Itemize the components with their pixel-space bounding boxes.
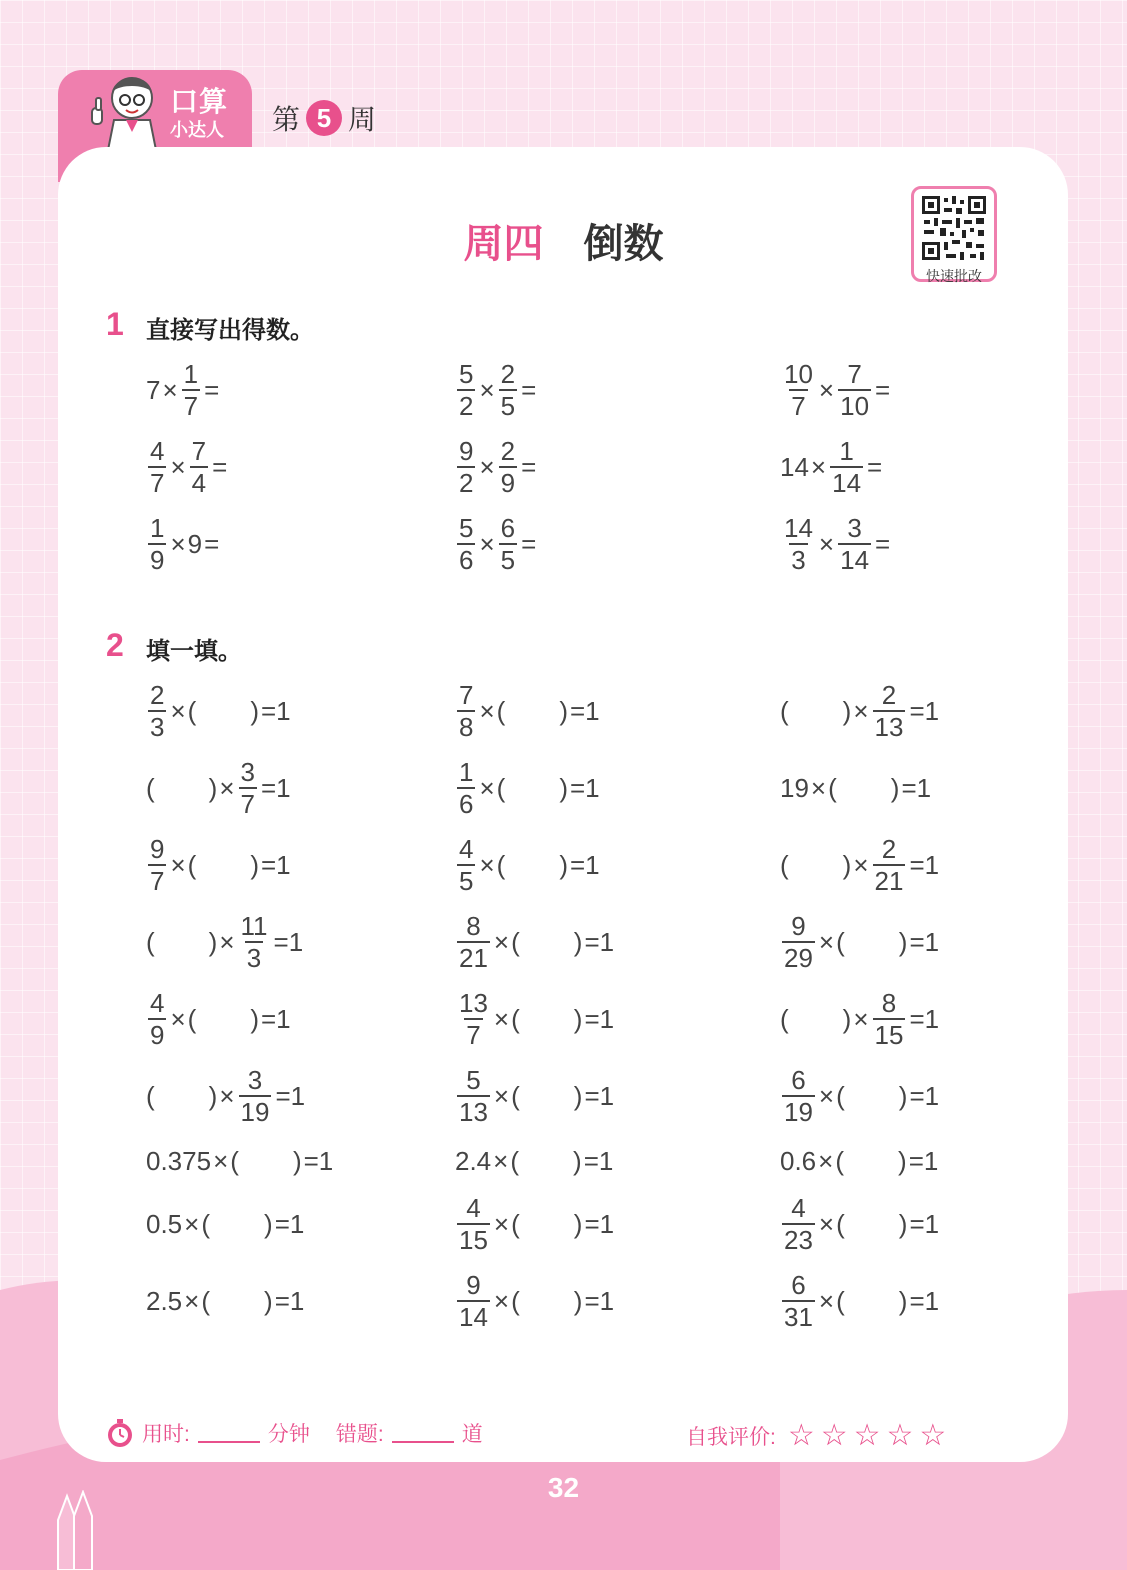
- fraction: [499, 361, 517, 419]
- title-day: 周四: [463, 222, 544, 266]
- operator: ×: [170, 451, 186, 482]
- denominator: 10: [840, 391, 870, 421]
- answer-blank[interactable]: ( ): [146, 1080, 218, 1111]
- operator: ×: [170, 849, 186, 880]
- rating-stars[interactable]: ☆☆☆☆☆: [787, 1419, 953, 1452]
- operator: ×: [493, 1145, 509, 1176]
- number: 0.6: [780, 1145, 817, 1176]
- operator: ×: [162, 374, 178, 405]
- operator: =1: [584, 1003, 615, 1034]
- operator: ×: [810, 772, 827, 803]
- fraction: [190, 438, 208, 496]
- fraction: [457, 361, 475, 419]
- operator: =1: [273, 926, 304, 957]
- denominator: 14: [832, 468, 862, 498]
- operator: ×: [170, 1003, 186, 1034]
- denominator: 7: [183, 391, 199, 421]
- answer-blank[interactable]: ( ): [187, 695, 259, 726]
- answer-blank[interactable]: ( ): [496, 849, 568, 880]
- numerator: 7: [847, 359, 862, 389]
- answer-blank[interactable]: ( ): [496, 772, 568, 803]
- fraction: [838, 515, 871, 573]
- denominator: 21: [459, 943, 488, 973]
- numerator: 1: [150, 513, 165, 543]
- fraction: [838, 361, 871, 419]
- operator: ×: [818, 1080, 835, 1111]
- operator: =1: [570, 772, 600, 803]
- operator: =1: [584, 1080, 615, 1111]
- denominator: 2: [459, 468, 474, 498]
- operator: ×: [479, 374, 495, 405]
- numerator: 4: [459, 834, 474, 864]
- math-problem: [455, 681, 602, 741]
- answer-blank[interactable]: ( ): [510, 1145, 582, 1176]
- operator: =1: [261, 849, 291, 880]
- answer-blank[interactable]: ( ): [828, 772, 900, 803]
- operator: ×: [810, 451, 827, 482]
- math-problem: [780, 1271, 941, 1331]
- operator: ×: [493, 1080, 510, 1111]
- math-problem: [780, 912, 941, 972]
- numerator: 10: [784, 359, 813, 389]
- fraction: [457, 1195, 490, 1253]
- operator: =: [521, 374, 537, 405]
- math-problem: [455, 437, 538, 497]
- fraction: [148, 438, 166, 496]
- operator: ×: [184, 1285, 200, 1316]
- answer-blank[interactable]: ( ): [511, 1285, 583, 1316]
- math-problem: [146, 1066, 307, 1126]
- math-problem: [146, 1131, 335, 1191]
- fraction: [499, 515, 517, 573]
- self-eval-label: 自我评价:: [686, 1425, 776, 1449]
- answer-blank[interactable]: ( ): [836, 1080, 908, 1111]
- math-problem: [455, 514, 538, 574]
- math-problem: [780, 1066, 941, 1126]
- denominator: 13: [874, 712, 904, 742]
- qr-code-icon: [920, 194, 988, 262]
- denominator: 15: [459, 1225, 488, 1255]
- denominator: 9: [150, 545, 165, 575]
- fraction: [873, 682, 906, 740]
- footer-self-eval: [686, 1418, 952, 1453]
- number: 2.5: [146, 1285, 183, 1316]
- brand-title: 口算: [170, 86, 229, 117]
- operator: =: [212, 451, 228, 482]
- operator: ×: [479, 695, 495, 726]
- math-problem: [455, 758, 602, 818]
- numerator: 9: [459, 436, 474, 466]
- time-unit: 分钟: [267, 1423, 310, 1446]
- math-problem: [455, 1066, 616, 1126]
- numerator: 6: [500, 513, 516, 543]
- fraction: [457, 1272, 490, 1330]
- operator: ×: [479, 451, 495, 482]
- answer-blank[interactable]: ( ): [780, 849, 852, 880]
- denominator: 7: [150, 468, 165, 498]
- numerator: 2: [500, 436, 516, 466]
- fraction: [782, 1195, 815, 1253]
- operator: ×: [853, 695, 869, 726]
- operator: =1: [909, 926, 940, 957]
- numerator: 7: [459, 680, 474, 710]
- denominator: 9: [500, 468, 516, 498]
- section-2-title: 填一填。: [146, 638, 242, 665]
- answer-blank[interactable]: ( ): [187, 1003, 259, 1034]
- answer-blank[interactable]: ( ): [496, 695, 568, 726]
- fraction: [457, 990, 490, 1048]
- math-problem: [455, 360, 538, 420]
- operator: =: [875, 528, 891, 559]
- errors-label: 错题:: [335, 1423, 384, 1446]
- fraction: [148, 682, 166, 740]
- fraction: [782, 1067, 815, 1125]
- fraction: [457, 515, 475, 573]
- operator: =1: [909, 1285, 940, 1316]
- operator: =1: [275, 1080, 306, 1111]
- fraction: [148, 515, 166, 573]
- fraction: [873, 990, 906, 1048]
- operator: =: [875, 374, 891, 405]
- denominator: 15: [874, 1020, 904, 1050]
- number: 7: [146, 374, 161, 405]
- operator: ×: [493, 1003, 510, 1034]
- footer-time-errors: [106, 1418, 483, 1448]
- operator: ×: [853, 1003, 869, 1034]
- numerator: 14: [784, 513, 813, 543]
- denominator: 14: [459, 1302, 488, 1332]
- math-problem: [455, 835, 602, 895]
- numerator: 2: [150, 680, 165, 710]
- denominator: 7: [791, 391, 806, 421]
- operator: ×: [219, 772, 235, 803]
- numerator: 4: [791, 1193, 806, 1223]
- numerator: 9: [150, 834, 165, 864]
- numerator: 3: [847, 513, 862, 543]
- operator: ×: [493, 1285, 510, 1316]
- answer-blank[interactable]: ( ): [836, 926, 908, 957]
- fraction: [782, 515, 815, 573]
- operator: ×: [818, 1145, 834, 1176]
- answer-blank[interactable]: ( ): [836, 1285, 908, 1316]
- page-number: 32: [547, 1472, 580, 1503]
- operator: =: [867, 451, 883, 482]
- operator: ×: [184, 1208, 200, 1239]
- answer-blank[interactable]: ( ): [836, 1208, 908, 1239]
- title-topic: 倒数: [583, 222, 664, 266]
- section-2-number: 2: [106, 627, 124, 663]
- operator: =1: [570, 695, 600, 726]
- operator: =1: [901, 772, 932, 803]
- number: 0.375: [146, 1145, 212, 1176]
- math-problem: [146, 1194, 306, 1254]
- fraction: [782, 913, 815, 971]
- operator: =1: [303, 1145, 334, 1176]
- math-problem: [146, 989, 293, 1049]
- operator: =1: [909, 695, 940, 726]
- answer-blank[interactable]: ( ): [146, 926, 218, 957]
- denominator: 6: [459, 789, 474, 819]
- denominator: 5: [500, 391, 516, 421]
- section-1-number: 1: [106, 306, 124, 342]
- math-problem: [780, 758, 933, 818]
- math-problem: [455, 1271, 616, 1331]
- time-input-line[interactable]: [198, 1423, 260, 1443]
- numerator: 2: [881, 834, 897, 864]
- denominator: 8: [459, 712, 474, 742]
- operator: ×: [213, 1145, 229, 1176]
- denominator: 23: [784, 1225, 813, 1255]
- denominator: 6: [459, 545, 474, 575]
- fraction: [239, 913, 270, 971]
- math-problem: [455, 989, 616, 1049]
- fraction: [499, 438, 517, 496]
- math-problem: [455, 1131, 615, 1191]
- operator: ×: [479, 772, 495, 803]
- operator: =1: [261, 1003, 291, 1034]
- answer-blank[interactable]: ( ): [780, 1003, 852, 1034]
- math-problem: [146, 514, 221, 574]
- fraction: [457, 759, 475, 817]
- number: 14: [780, 451, 809, 482]
- numerator: 2: [881, 680, 897, 710]
- math-problem: [146, 1271, 306, 1331]
- errors-input-line[interactable]: [392, 1423, 454, 1443]
- numerator: 7: [191, 436, 207, 466]
- week-label: [272, 98, 376, 138]
- fraction: [830, 438, 863, 496]
- answer-blank[interactable]: ( ): [187, 849, 259, 880]
- operator: ×: [219, 926, 235, 957]
- numerator: 5: [459, 359, 474, 389]
- numerator: 11: [240, 911, 268, 941]
- fraction: [457, 1067, 490, 1125]
- operator: ×: [170, 528, 186, 559]
- math-problem: [780, 514, 892, 574]
- mascot-icon: [86, 70, 170, 150]
- answer-blank[interactable]: ( ): [201, 1285, 273, 1316]
- operator: =1: [261, 695, 291, 726]
- stopwatch-icon: [106, 1418, 134, 1448]
- operator: =1: [274, 1208, 305, 1239]
- operator: ×: [493, 926, 510, 957]
- operator: =: [204, 528, 220, 559]
- math-problem: [780, 835, 941, 895]
- denominator: 3: [150, 712, 165, 742]
- math-problem: [146, 912, 305, 972]
- numerator: 3: [247, 1065, 263, 1095]
- operator: =1: [909, 1080, 940, 1111]
- week-prefix: 第: [272, 104, 301, 135]
- numerator: 8: [466, 911, 481, 941]
- numerator: 4: [150, 988, 165, 1018]
- answer-blank[interactable]: ( ): [230, 1145, 302, 1176]
- operator: ×: [493, 1208, 510, 1239]
- math-problem: [146, 681, 293, 741]
- errors-unit: 道: [461, 1423, 483, 1446]
- denominator: 29: [784, 943, 813, 973]
- denominator: 3: [246, 943, 262, 973]
- fraction: [457, 913, 490, 971]
- denominator: 21: [874, 866, 904, 896]
- fraction: [457, 836, 475, 894]
- numerator: 2: [500, 359, 516, 389]
- math-problem: [146, 835, 293, 895]
- math-problem: [780, 437, 884, 497]
- fraction: [457, 682, 475, 740]
- answer-blank[interactable]: ( ): [780, 695, 852, 726]
- operator: =: [521, 528, 537, 559]
- numerator: 9: [791, 911, 806, 941]
- answer-blank[interactable]: ( ): [146, 772, 218, 803]
- brand-subtitle: 小达人: [170, 120, 224, 140]
- qr-label: 快速批改: [926, 268, 982, 284]
- number: 19: [780, 772, 809, 803]
- fraction: [148, 836, 166, 894]
- week-number-badge: 5: [306, 100, 342, 136]
- math-problem: [780, 681, 941, 741]
- operator: ×: [818, 926, 835, 957]
- operator: =1: [583, 1145, 614, 1176]
- operator: =1: [274, 1285, 305, 1316]
- week-suffix: 周: [348, 104, 377, 135]
- numerator: 4: [150, 436, 165, 466]
- math-problem: [780, 1131, 940, 1191]
- numerator: 3: [240, 757, 255, 787]
- math-problem: [146, 360, 221, 420]
- denominator: 5: [500, 545, 516, 575]
- pencils-decoration: [54, 1490, 98, 1570]
- fraction: [873, 836, 906, 894]
- numerator: 1: [839, 436, 854, 466]
- operator: =: [521, 451, 537, 482]
- denominator: 2: [459, 391, 474, 421]
- denominator: 4: [191, 468, 207, 498]
- denominator: 7: [150, 866, 165, 896]
- answer-blank[interactable]: ( ): [511, 926, 583, 957]
- numerator: 9: [466, 1270, 481, 1300]
- fraction: [148, 990, 166, 1048]
- math-problem: [780, 360, 892, 420]
- fraction: [182, 361, 200, 419]
- operator: =1: [909, 1208, 940, 1239]
- numerator: 5: [459, 513, 474, 543]
- answer-blank[interactable]: ( ): [511, 1208, 583, 1239]
- operator: =1: [909, 1003, 940, 1034]
- math-problem: [146, 437, 229, 497]
- denominator: 19: [784, 1097, 813, 1127]
- operator: ×: [479, 849, 495, 880]
- denominator: 31: [784, 1302, 813, 1332]
- fraction: [239, 759, 257, 817]
- section-1-title: 直接写出得数。: [146, 317, 314, 344]
- operator: ×: [853, 849, 869, 880]
- numerator: 4: [466, 1193, 481, 1223]
- fraction: [782, 1272, 815, 1330]
- numerator: 1: [183, 359, 199, 389]
- qr-code[interactable]: [911, 186, 997, 282]
- numerator: 1: [459, 757, 474, 787]
- numerator: 6: [791, 1270, 806, 1300]
- numerator: 13: [459, 988, 488, 1018]
- operator: =1: [570, 849, 600, 880]
- operator: =1: [584, 1285, 615, 1316]
- denominator: 13: [459, 1097, 488, 1127]
- math-problem: [455, 912, 616, 972]
- operator: =1: [584, 926, 615, 957]
- fraction: [457, 438, 475, 496]
- math-problem: [780, 1194, 941, 1254]
- math-problem: [455, 1194, 616, 1254]
- operator: =1: [909, 849, 940, 880]
- denominator: 9: [150, 1020, 165, 1050]
- operator: ×: [818, 1285, 835, 1316]
- denominator: 14: [840, 545, 870, 575]
- fraction: [782, 361, 815, 419]
- answer-blank[interactable]: ( ): [201, 1208, 273, 1239]
- number: 0.5: [146, 1208, 183, 1239]
- operator: =1: [261, 772, 291, 803]
- numerator: 6: [791, 1065, 806, 1095]
- number: 2.4: [455, 1145, 492, 1176]
- denominator: 7: [466, 1020, 481, 1050]
- operator: ×: [170, 695, 186, 726]
- math-problem: [146, 758, 293, 818]
- denominator: 7: [240, 789, 255, 819]
- operator: ×: [818, 1208, 835, 1239]
- answer-blank[interactable]: ( ): [511, 1080, 583, 1111]
- denominator: 5: [459, 866, 474, 896]
- denominator: 3: [791, 545, 806, 575]
- numerator: 8: [881, 988, 897, 1018]
- operator: =: [204, 374, 220, 405]
- operator: =1: [908, 1145, 939, 1176]
- operator: ×: [818, 528, 835, 559]
- operator: ×: [219, 1080, 235, 1111]
- operator: ×: [818, 374, 835, 405]
- operator: =1: [584, 1208, 615, 1239]
- answer-blank[interactable]: ( ): [835, 1145, 907, 1176]
- operator: ×: [479, 528, 495, 559]
- answer-blank[interactable]: ( ): [511, 1003, 583, 1034]
- numerator: 5: [466, 1065, 481, 1095]
- number: 9: [187, 528, 203, 559]
- denominator: 19: [240, 1097, 270, 1127]
- time-label: 用时:: [142, 1423, 190, 1446]
- math-problem: [780, 989, 941, 1049]
- fraction: [239, 1067, 272, 1125]
